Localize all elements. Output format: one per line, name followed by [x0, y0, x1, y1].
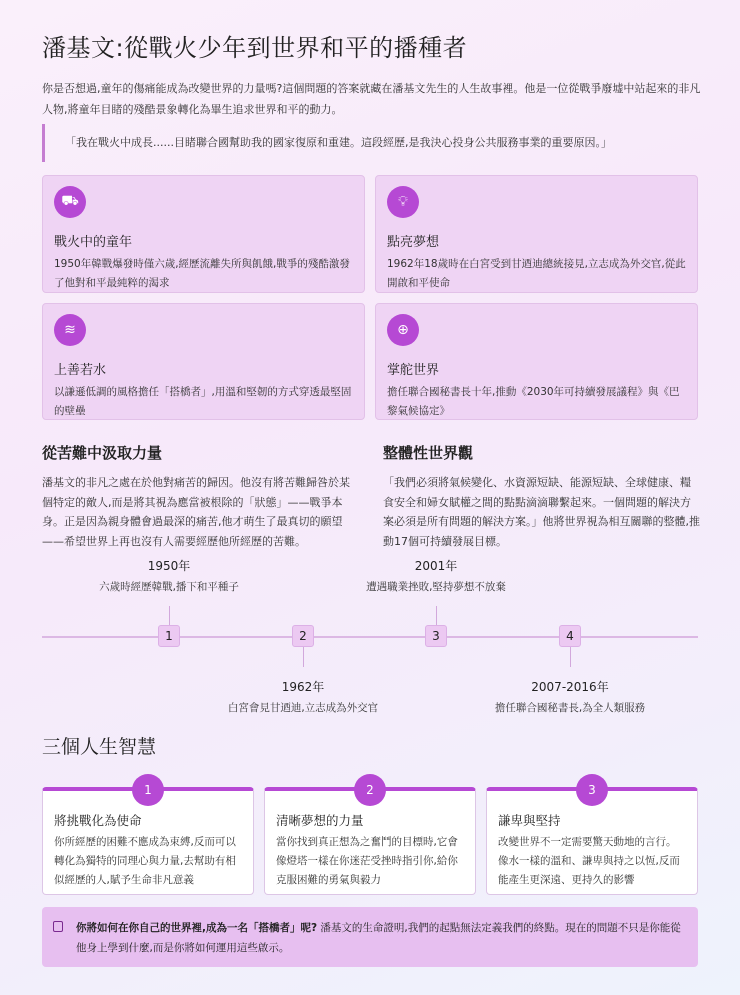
- section-text: 「我們必須將氣候變化、水資源短缺、能源短缺、全球健康、糧食安全和婦女賦權之間的點點滴滴聯繫起來。一個問題的解決方案必須是所有問題的解決方案。」他將世界視為相互關聯的整體,推動17個可持續發展目標。: [383, 476, 700, 548]
- tank-icon: ⛟: [54, 186, 86, 218]
- wisdom-card: [42, 783, 254, 895]
- card-dream: [375, 175, 698, 293]
- timeline-marker: 3: [425, 625, 447, 647]
- timeline-year: 1950年: [147, 559, 191, 573]
- timeline-line: [42, 636, 698, 638]
- section-title: 整體性世界觀: [383, 444, 474, 462]
- timeline-desc: 遭遇職業挫敗,堅持夢想不放棄: [366, 581, 506, 593]
- number-badge: 2: [354, 774, 386, 806]
- timeline-marker: 4: [559, 625, 581, 647]
- note-icon: [53, 921, 63, 932]
- card-text: 擔任聯合國秘書長十年,推動《2030年可持續發展議程》與《巴黎氣候協定》: [387, 386, 680, 417]
- card-childhood: [42, 175, 365, 293]
- timeline-marker: 1: [158, 625, 180, 647]
- card-water: [42, 303, 365, 420]
- timeline-year: 2007-2016年: [531, 680, 609, 694]
- timeline-stem: [169, 606, 170, 626]
- water-icon: ≋: [54, 314, 86, 346]
- wisdom-card: [264, 783, 476, 895]
- globe-icon: ⊕: [387, 314, 419, 346]
- card-title: 點亮夢想: [387, 235, 440, 250]
- timeline-year: 2001年: [414, 559, 458, 573]
- section-text: 潘基文的非凡之處在於他對痛苦的歸因。他沒有將苦難歸咎於某個特定的敵人,而是將其視為應當被根除的「狀態」——戰爭本身。正是因為親身體會過最深的痛苦,他才萌生了最真切的願望——希望世界上再也沒有人需要經歷他所經歷的苦難。: [42, 476, 350, 548]
- timeline-desc: 白宮會見甘迺迪,立志成為外交官: [227, 702, 379, 714]
- wisdom-title: 謙卑與堅持: [498, 813, 561, 828]
- wisdom-card: [486, 783, 698, 895]
- wisdom-title: 清晰夢想的力量: [276, 813, 364, 828]
- wisdom-text: 你所經歷的困難不應成為束縛,反而可以轉化為獨特的同理心與力量,去幫助有相似經歷的人,賦予生命非凡意義: [54, 836, 236, 886]
- call-to-action: [42, 907, 698, 967]
- wisdom-text: 當你找到真正想為之奮鬥的目標時,它會像燈塔一樣在你迷茫受挫時指引你,給你克服困難的勇氣與毅力: [276, 836, 458, 886]
- section-title: 從苦難中汲取力量: [42, 444, 163, 462]
- card-title: 上善若水: [54, 363, 107, 378]
- card-text: 以謙遜低調的風格擔任「搭橋者」,用溫和堅韌的方式穿透最堅固的壁壘: [54, 386, 352, 417]
- card-title: 掌舵世界: [387, 363, 440, 378]
- timeline-desc: 六歲時經歷韓戰,播下和平種子: [99, 581, 239, 593]
- timeline-marker: 2: [292, 625, 314, 647]
- card-title: 戰火中的童年: [54, 235, 133, 250]
- timeline-stem: [436, 606, 437, 626]
- intro-paragraph: 你是否想過,童年的傷痛能成為改變世界的力量嗎?這個問題的答案就藏在潘基文先生的人生故事裡。他是一位從戰爭廢墟中站起來的非凡人物,將童年目睹的殘酷景象轉化為畢生追求世界和平的動力。: [42, 82, 701, 116]
- number-badge: 3: [576, 774, 608, 806]
- card-text: 1950年韓戰爆發時僅六歲,經歷流離失所與飢餓,戰爭的殘酷激發了他對和平最純粹的渴求: [54, 258, 350, 289]
- wisdom-title: 將挑戰化為使命: [54, 813, 142, 828]
- wisdom-heading: 三個人生智慧: [42, 736, 157, 758]
- quote-block: 「我在戰火中成長......目睹聯合國幫助我的國家復原和重建。這段經歷,是我決心投身公共服務事業的重要原因。」: [42, 124, 698, 162]
- cta-text: 潘基文的生命證明,我們的起點無法定義我們的終點。現在的問題不只是你能從他身上學到什麼,而是你將如何運用這些啟示。: [76, 922, 681, 954]
- timeline-stem: [303, 647, 304, 667]
- timeline-year: 1962年: [281, 680, 325, 694]
- page-title: 潘基文:從戰火少年到世界和平的播種者: [42, 34, 468, 62]
- card-text: 1962年18歲時在白宮受到甘迺迪總統接見,立志成為外交官,從此開啟和平使命: [387, 258, 686, 289]
- timeline-desc: 擔任聯合國秘書長,為全人類服務: [494, 702, 646, 714]
- cta-question: 你將如何在你自己的世界裡,成為一名「搭橋者」呢?: [76, 922, 318, 934]
- section-strength: [42, 442, 360, 551]
- timeline-stem: [570, 647, 571, 667]
- wisdom-text: 改變世界不一定需要驚天動地的言行。像水一樣的溫和、謙卑與持之以恆,反而能產生更深遠、更持久的影響: [498, 836, 680, 886]
- section-worldview: [383, 442, 701, 551]
- number-badge: 1: [132, 774, 164, 806]
- card-world: [375, 303, 698, 420]
- lightbulb-icon: 💡︎: [387, 186, 419, 218]
